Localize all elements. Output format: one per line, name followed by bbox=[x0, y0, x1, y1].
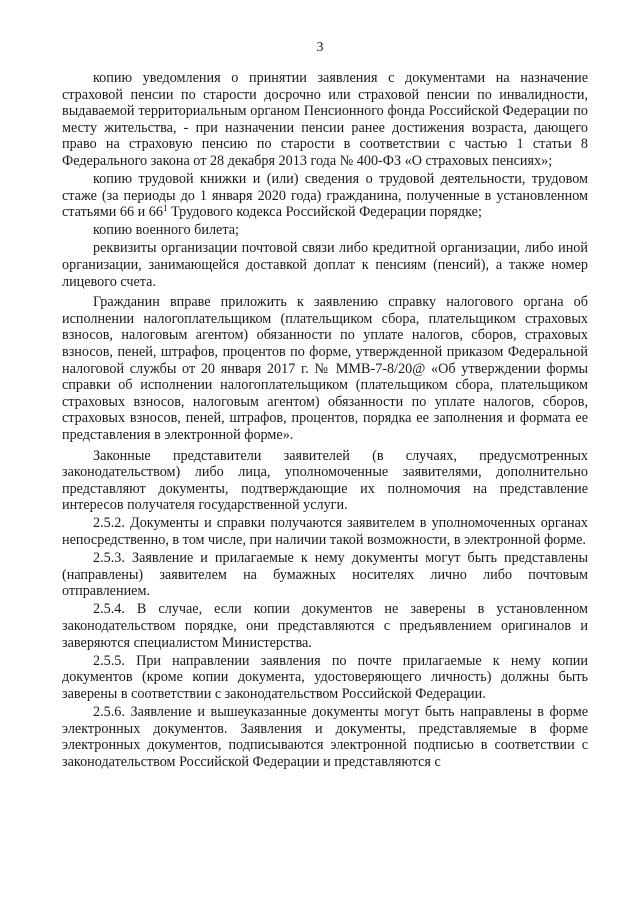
labor-book-text-end: Трудового кодекса Российской Федерации порядке; bbox=[167, 204, 482, 221]
paragraph-2-5-6: 2.5.6. Заявление и вышеуказанные документы могут быть направлены в форме электронных документов. Заявления и документы, представляемые в форме электронных документов, подписываются электронной подписью в соответствии с законодательством Российской Федерации и представляются с bbox=[62, 703, 588, 770]
paragraph-postal-details: реквизиты организации почтовой связи либо кредитной организации, либо иной организации, занимающейся доставкой доплат к пенсиям (пенсий), а также номер лицевого счета. bbox=[62, 240, 588, 290]
paragraph-2-5-3: 2.5.3. Заявление и прилагаемые к нему документы могут быть представлены (направлены) заявителем на бумажных носителях лично либо почтовым отправлением. bbox=[62, 550, 588, 600]
paragraph-labor-book bbox=[62, 171, 588, 221]
labor-book-text: копию трудовой книжки и (или) сведения о трудовой деятельности, трудовом стаже (за периоды до 1 января 2020 года) гражданина, полученные в установленном статьями 66 и 66 bbox=[62, 171, 588, 221]
paragraph-2-5-4: 2.5.4. В случае, если копии документов не заверены в установленном законодательством порядке, они представляются с предъявлением оригиналов и заверяются специалистом Министерства. bbox=[62, 601, 588, 651]
paragraph-2-5-5: 2.5.5. При направлении заявления по почте прилагаемые к нему копии документов (кроме копии документа, удостоверяющего личность) должны быть заверены в соответствии с законодательством Российской Федерации. bbox=[62, 652, 588, 702]
page-number: 3 bbox=[316, 40, 324, 55]
superscript-marker: 1 bbox=[162, 203, 168, 214]
document-body bbox=[62, 70, 588, 772]
paragraph-tax-certificate: Гражданин вправе приложить к заявлению справку налогового органа об исполнении налогоплательщиком (плательщиком сбора, плательщиком страховых взносов, налоговым агентом) обязанности по уплате налогов, сборов, страховых взносов, пеней, штрафов, процентов по форме, утвержденной приказом Федеральной налоговой службы от 20 января 2017 г. № ММВ-7-8/20@ «Об утверждении формы справки об исполнении налогоплательщиком (плательщиком сбора, плательщиком страховых взносов, налоговым агентом) обязанности по уплате налогов, сборов, страховых взносов, пеней, штрафов, процентов, порядка ее заполнения и формата ее представления в электронной форме». bbox=[62, 294, 588, 443]
paragraph-legal-representatives: Законные представители заявителей (в случаях, предусмотренных законодательством) либо лица, уполномоченные заявителями, дополнительно представляют документы, подтверждающие их полномочия на представление интересов получателя государственной услуги. bbox=[62, 447, 588, 514]
paragraph-2-5-2: 2.5.2. Документы и справки получаются заявителем в уполномоченных органах непосредственно, в том числе, при наличии такой возможности, в электронной форме. bbox=[62, 515, 588, 549]
paragraph-military-id: копию военного билета; bbox=[93, 222, 239, 239]
paragraph-pension-notice: копию уведомления о принятии заявления с документами на назначение страховой пенсии по старости досрочно или страховой пенсии по инвалидности, выдаваемой территориальным органом Пенсионного фонда Российской Федерации по месту жительства, - при назначении пенсии ранее достижения возраста, дающего право на страховую пенсию по старости в соответствии с частью 1 статьи 8 Федерального закона от 28 декабря 2013 года № 400-ФЗ «О страховых пенсиях»; bbox=[62, 70, 588, 169]
